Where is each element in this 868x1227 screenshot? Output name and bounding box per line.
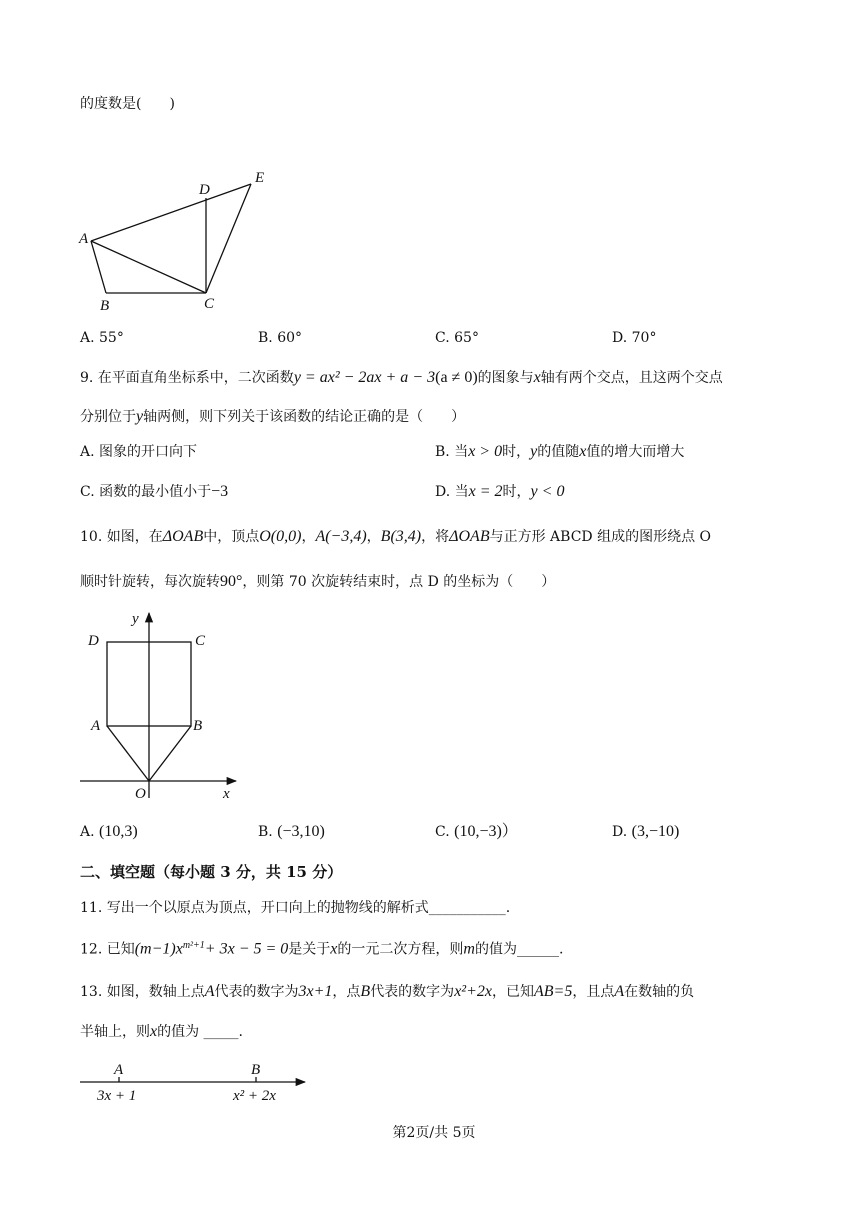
q13-number-line <box>70 1058 320 1108</box>
q10-label-A: A <box>91 718 101 734</box>
page-number: 第2页/共 5页 <box>392 1125 476 1141</box>
option-letter: C. <box>435 824 450 840</box>
q9-option-b[interactable] <box>435 442 684 462</box>
q10-point-a: A(−3,4) <box>315 528 367 545</box>
option-text: 70° <box>631 330 657 346</box>
q8-seg-AC <box>91 241 206 293</box>
q9-option-a[interactable] <box>80 442 197 462</box>
q10-text: 与正方形 ABCD 组成的图形绕点 O <box>489 529 712 545</box>
q9-formula: y = ax² − 2ax + a − 3 <box>293 369 436 386</box>
q13-var-x: x <box>150 1023 158 1040</box>
q9-condition: (a ≠ 0) <box>435 369 478 386</box>
option-text: D. 当 <box>435 484 469 500</box>
q9-var-x: x <box>533 369 541 386</box>
q10-option-d[interactable] <box>612 822 679 842</box>
q9-condition-d: x = 2 <box>468 483 503 500</box>
q10-text: 中，顶点 <box>203 529 260 545</box>
option-text: C. 函数的最小值小于 <box>80 484 212 500</box>
q10-seg-OA <box>107 726 149 781</box>
q13-text: 在数轴的负 <box>624 984 695 1000</box>
q10-option-b[interactable] <box>258 822 325 842</box>
q10-point-b: B(3,4) <box>380 528 422 545</box>
q9-var-y: y <box>530 443 538 460</box>
option-letter: D. <box>612 824 628 840</box>
q10-sep: ， <box>301 529 316 545</box>
option-text: 时， <box>502 444 531 460</box>
q10-text: 10. 如图，在 <box>80 529 163 545</box>
q12-text: 的值为______. <box>474 941 564 958</box>
q13-label-valA: 3x + 1 <box>97 1088 137 1104</box>
q9-condition-b: x > 0 <box>468 443 503 460</box>
q9-text: 轴两侧，则下列关于该函数的结论正确的是（ ） <box>143 409 466 425</box>
q13-text: 代表的数字为 <box>214 984 299 1000</box>
q12-text: 是关于 <box>288 941 331 958</box>
q9-value-c: −3 <box>211 483 229 500</box>
q9-result-d: y < 0 <box>530 483 565 500</box>
q10-label-D: D <box>88 633 99 649</box>
q10-label-B: B <box>193 718 203 734</box>
q10-text: ，则第 70 次旋转结束时，点 D 的坐标为（ ） <box>242 574 556 590</box>
option-text: 60° <box>277 330 303 346</box>
q10-text: 顺时针旋转，每次旋转 <box>80 574 220 590</box>
q13-label-A: A <box>114 1062 124 1078</box>
option-text: A. 图象的开口向下 <box>80 444 198 460</box>
option-letter: D. <box>612 330 628 346</box>
q13-text: ，点 <box>332 984 361 1000</box>
option-text: (10,3) <box>99 823 138 840</box>
q10-label-O: O <box>135 786 146 802</box>
q10-line-2 <box>80 572 555 592</box>
q10-point-o: O(0,0) <box>259 528 302 545</box>
q10-option-c[interactable] <box>435 822 518 842</box>
q9-option-d[interactable] <box>435 482 564 502</box>
q8-label-E: E <box>255 170 265 186</box>
q10-sep: ， <box>366 529 381 545</box>
q8-stem-text: 的度数是 <box>80 96 136 112</box>
q10-option-a[interactable] <box>80 822 138 842</box>
q13-text: 半轴上，则 <box>80 1024 150 1040</box>
q13-label-valB: x² + 2x <box>233 1088 276 1104</box>
q8-label-D: D <box>199 182 210 198</box>
q9-line-2 <box>80 407 465 427</box>
q12-formula: (m−1)x <box>134 940 183 958</box>
q8-option-d[interactable] <box>612 328 656 348</box>
option-text: (10,−3)） <box>454 823 518 840</box>
q12-formula: + 3x − 5 = 0 <box>204 940 289 958</box>
q10-triangle: ΔOAB <box>449 528 490 545</box>
q8-seg-AB <box>91 241 106 293</box>
q9-text: 轴有两个交点，且这两个交点 <box>540 370 723 386</box>
q13-text: 的值为 _____. <box>157 1024 244 1040</box>
option-text: (−3,10) <box>277 823 325 840</box>
q10-label-y: y <box>132 611 139 627</box>
q13-line-1 <box>80 982 694 1002</box>
q10-label-x: x <box>223 786 230 802</box>
q10-line-1 <box>80 527 711 547</box>
q8-option-b[interactable] <box>258 328 302 348</box>
q13-var-a: A <box>204 983 215 1000</box>
q10-figure <box>70 605 250 805</box>
q9-text: 的图象与 <box>477 370 534 386</box>
option-text: 值的增大而增大 <box>586 444 685 460</box>
option-letter: B. <box>258 330 273 346</box>
option-letter: A. <box>80 824 95 840</box>
q13-value-b: x²+2x <box>454 983 492 1000</box>
q8-option-c[interactable] <box>435 328 479 348</box>
q8-seg-EC <box>206 184 251 293</box>
q13-text: 13. 如图，数轴上点 <box>80 984 205 1000</box>
q8-option-a[interactable] <box>80 328 124 348</box>
q8-answer-paren: ( ) <box>136 96 175 112</box>
option-text: 65° <box>454 330 479 346</box>
q9-option-c[interactable] <box>80 482 228 502</box>
option-text: (3,−10) <box>631 823 680 840</box>
q9-var-y: y <box>136 408 144 425</box>
option-letter: A. <box>80 330 95 346</box>
option-letter: B. <box>258 824 273 840</box>
q9-text: 9. 在平面直角坐标系中，二次函数 <box>80 370 294 386</box>
q8-label-A: A <box>79 231 89 247</box>
option-text: B. 当 <box>435 444 469 460</box>
q13-var-b: B <box>360 983 371 1000</box>
q12-var-x: x <box>330 940 338 958</box>
q8-label-C: C <box>204 296 215 312</box>
q10-text: ，将 <box>421 529 450 545</box>
q12-var-m: m <box>463 940 475 958</box>
q12-line <box>80 936 563 960</box>
q13-distance: AB=5 <box>533 983 573 1000</box>
q12-text: 的一元二次方程，则 <box>337 941 464 958</box>
q10-degree: 90° <box>220 573 243 590</box>
q8-stem-tail <box>80 94 175 114</box>
option-text: 的值随 <box>537 444 580 460</box>
q9-var-x: x <box>579 443 587 460</box>
q13-value-a: 3x+1 <box>298 983 333 1000</box>
q13-line-2 <box>80 1022 243 1042</box>
q10-seg-OB <box>149 726 191 781</box>
q8-figure <box>70 160 290 320</box>
q12-text: 12. 已知 <box>80 941 135 958</box>
option-letter: C. <box>435 330 450 346</box>
q10-triangle: ΔOAB <box>162 528 204 545</box>
q13-label-B: B <box>251 1062 261 1078</box>
q13-text: 代表的数字为 <box>370 984 455 1000</box>
q13-text: ，已知 <box>491 984 534 1000</box>
q8-seg-AE <box>91 184 251 241</box>
q9-line-1 <box>80 368 723 388</box>
option-text: 55° <box>99 330 124 346</box>
q9-text: 分别位于 <box>80 409 136 425</box>
option-text: 时， <box>502 484 531 500</box>
q11-text: 11. 写出一个以原点为顶点，开口向上的抛物线的解析式___________. <box>80 900 511 916</box>
section-heading: 二、填空题（每小题 3 分，共 15 分） <box>80 863 343 881</box>
q8-label-B: B <box>100 298 110 314</box>
q13-text: ，且点 <box>572 984 615 1000</box>
q13-var-a: A <box>614 983 625 1000</box>
q12-exponent: m²+1 <box>182 940 205 951</box>
q10-label-C: C <box>195 633 206 649</box>
